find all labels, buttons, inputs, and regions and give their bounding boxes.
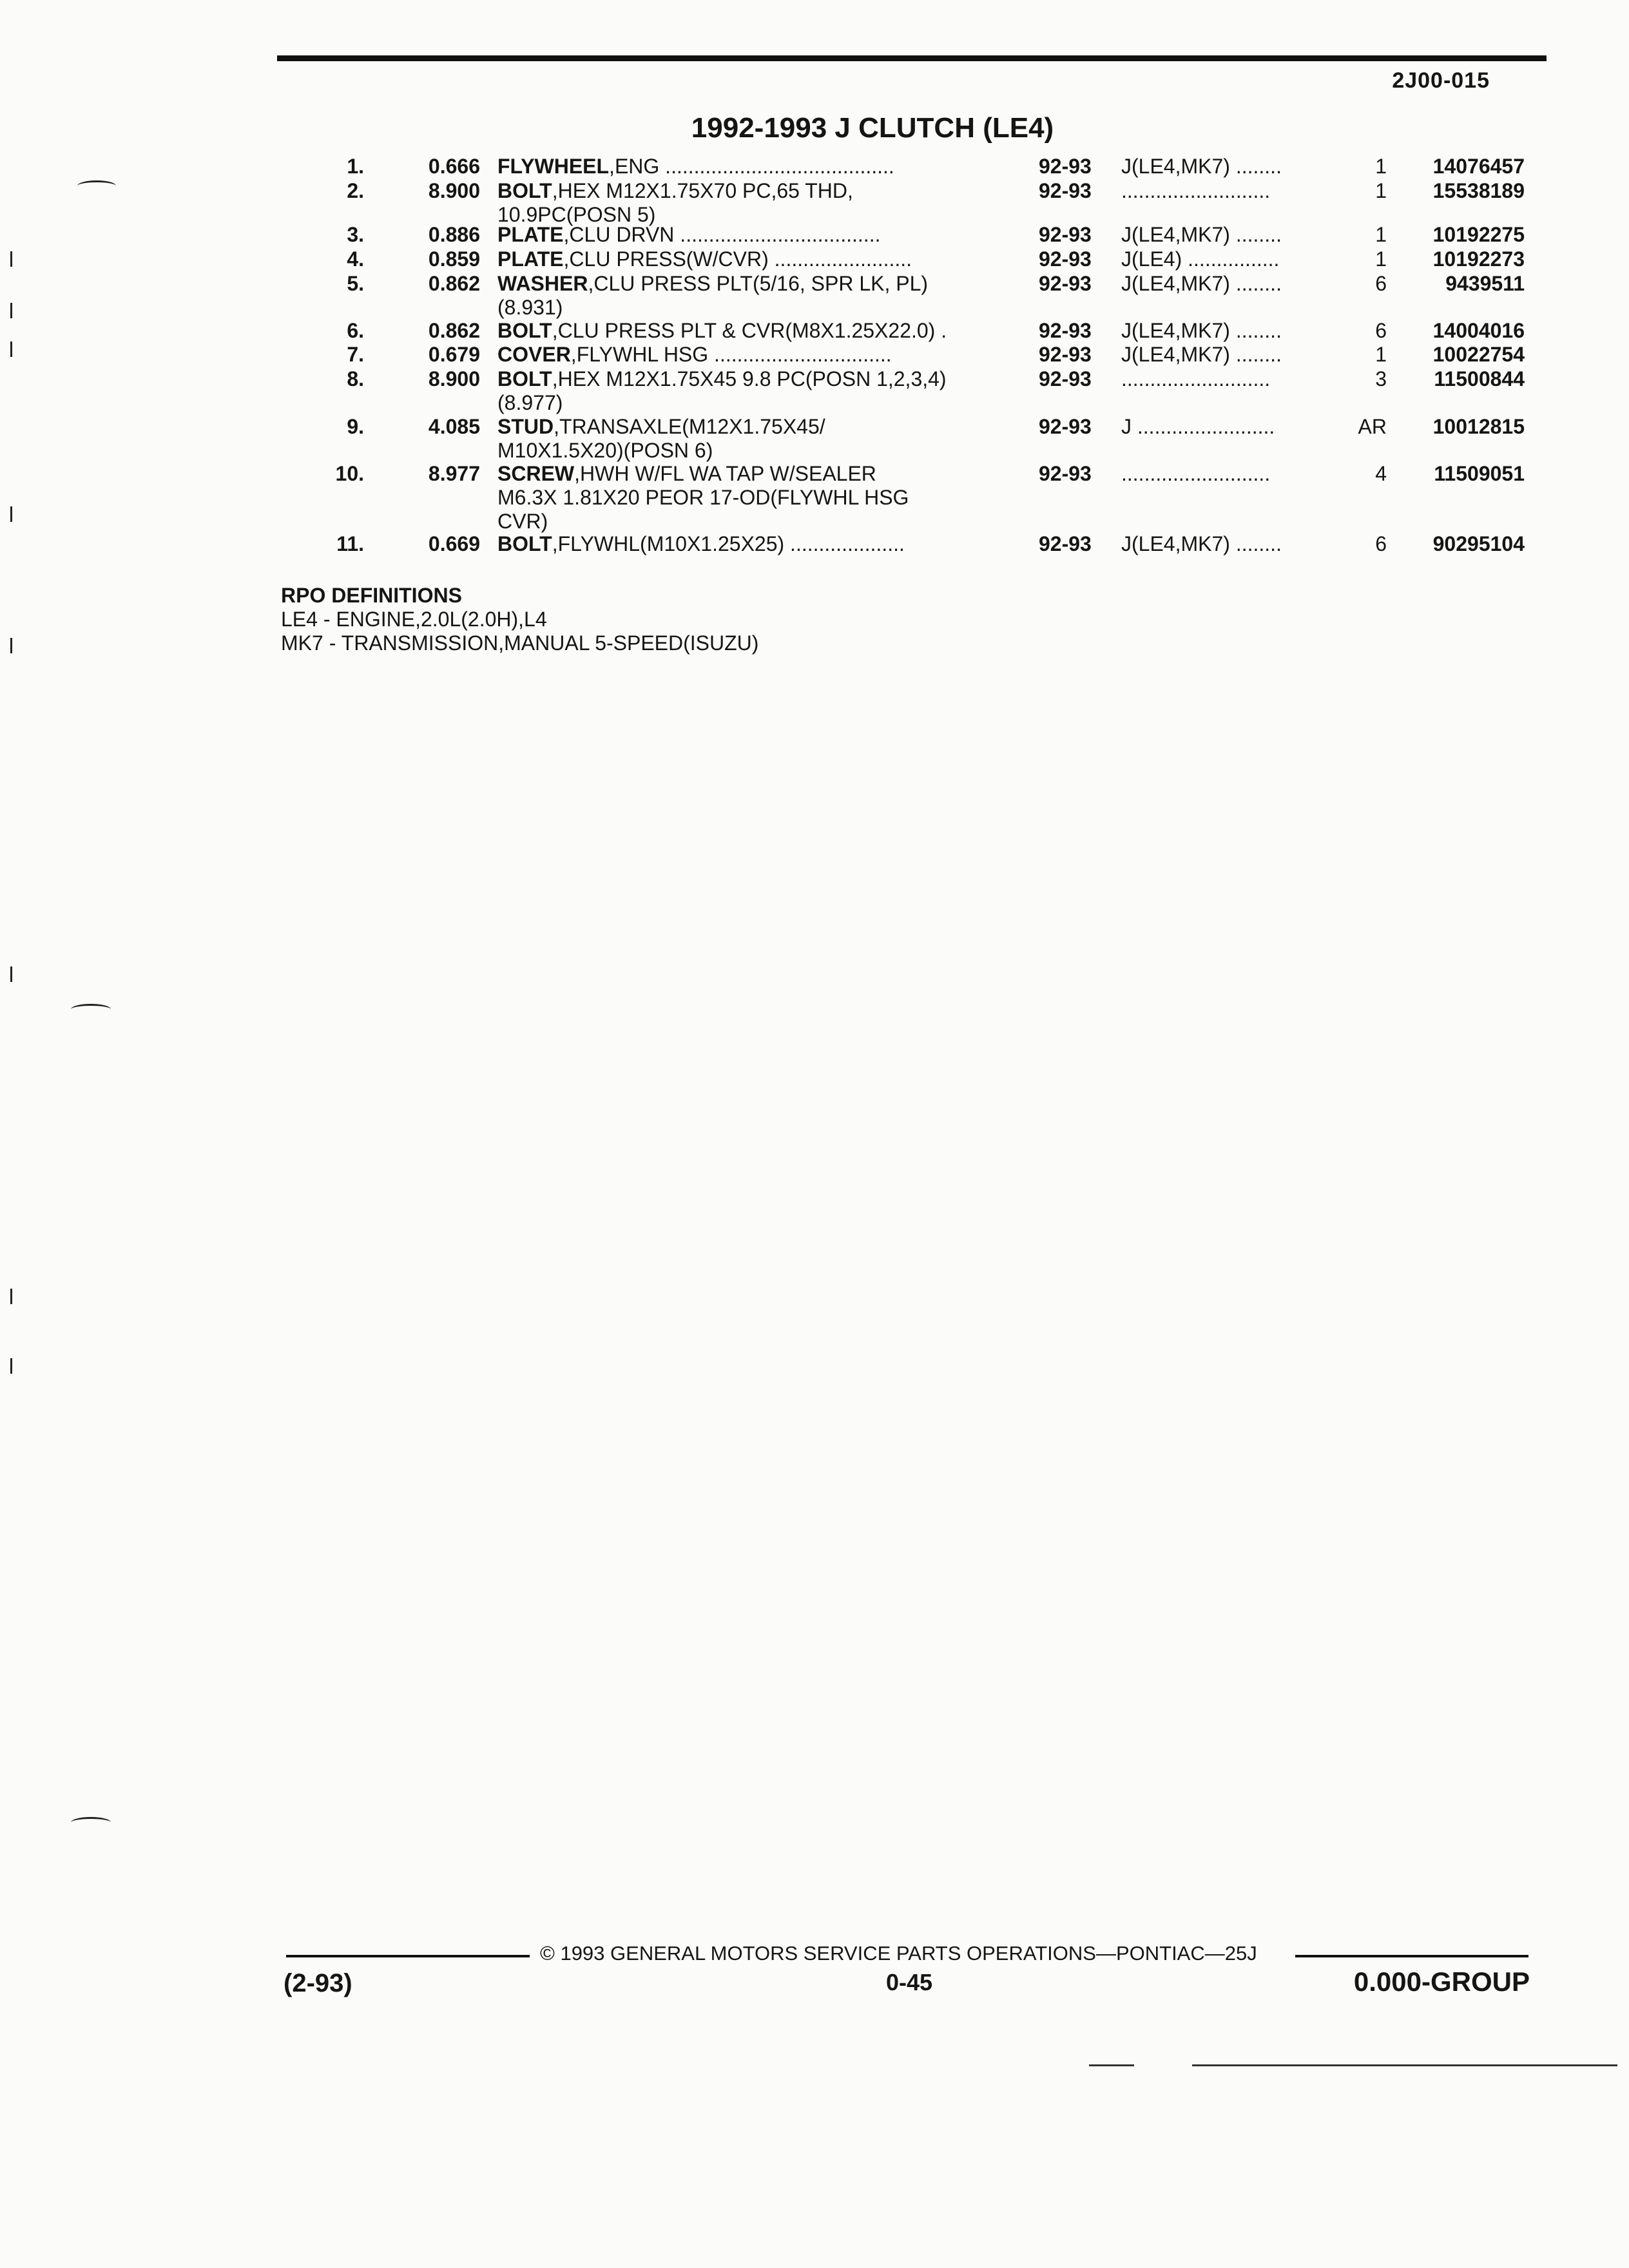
model-years: 92-93 (1039, 367, 1092, 390)
part-name: COVER (497, 343, 571, 366)
rpo-definition-le4: LE4 - ENGINE,2.0L(2.0H),L4 (281, 608, 547, 631)
description-text: ,CLU PRESS PLT(5/16, SPR LK, PL) (588, 272, 929, 295)
rpo-definitions (281, 584, 758, 655)
description-text: CVR) (497, 510, 548, 533)
quantity: 1 (1375, 223, 1387, 246)
part-name: BOLT (497, 367, 552, 390)
part-name: BOLT (497, 319, 552, 342)
model-usage: J(LE4,MK7) ........ (1121, 223, 1282, 246)
quantity: 1 (1375, 155, 1387, 178)
description-text: 10.9PC(POSN 5) (497, 203, 656, 226)
part-name: BOLT (497, 179, 552, 202)
scan-mark (10, 341, 12, 357)
model-years: 92-93 (1039, 179, 1092, 202)
model-usage: .......................... (1121, 367, 1271, 390)
description-text: ,HEX M12X1.75X70 PC,65 THD, (552, 179, 853, 202)
description-text: ,CLU DRVN ................................... (563, 223, 881, 246)
model-usage: J(LE4,MK7) ........ (1121, 532, 1282, 555)
model-usage: J(LE4,MK7) ........ (1121, 155, 1282, 178)
description-line (497, 247, 1032, 271)
part-description (497, 367, 1032, 415)
scan-mark (71, 1817, 111, 1828)
description-line (497, 462, 1032, 486)
part-description (497, 247, 1032, 271)
model-years: 92-93 (1039, 155, 1092, 178)
part-number: 9439511 (1445, 272, 1525, 295)
description-text: M10X1.5X20)(POSN 6) (497, 439, 713, 462)
description-line (497, 510, 1032, 533)
group-number: 0.669 (428, 532, 480, 555)
part-description (497, 272, 1032, 320)
scan-mark (10, 638, 12, 653)
quantity: 1 (1375, 247, 1387, 271)
model-years: 92-93 (1039, 319, 1092, 342)
description-text: (8.977) (497, 391, 563, 414)
quantity: 6 (1375, 319, 1387, 342)
description-line (497, 486, 1032, 510)
revision-date: (2-93) (284, 1969, 352, 1997)
rpo-title: RPO DEFINITIONS (281, 584, 462, 607)
description-line (497, 223, 1032, 247)
page-title-text: 1992-1993 J CLUTCH (LE4) (691, 112, 1054, 144)
part-description (497, 223, 1032, 247)
item-number: 5. (347, 272, 364, 295)
group-number: 8.900 (428, 179, 480, 202)
description-text: ,FLYWHL(M10X1.25X25) .................... (552, 532, 905, 555)
model-usage: J(LE4,MK7) ........ (1121, 319, 1282, 342)
model-usage: .......................... (1121, 462, 1271, 485)
part-number: 15538189 (1432, 179, 1525, 202)
description-line (497, 272, 1032, 296)
page-title (0, 112, 1629, 144)
part-name: PLATE (497, 247, 564, 271)
copyright-line: © 1993 GENERAL MOTORS SERVICE PARTS OPERATIONS—PONTIAC—25J (540, 1942, 1257, 1965)
model-usage: J(LE4) ................ (1121, 247, 1280, 271)
group-number: 0.862 (428, 272, 480, 295)
description-text: ,FLYWHL HSG ............................... (570, 343, 892, 366)
model-years: 92-93 (1039, 272, 1092, 295)
item-number: 1. (347, 155, 364, 178)
group-number: 0.679 (428, 343, 480, 366)
part-name: PLATE (497, 223, 564, 246)
model-years: 92-93 (1039, 247, 1092, 271)
group-name: 0.000-GROUP (1353, 1966, 1530, 1997)
part-number: 10012815 (1432, 415, 1525, 438)
scan-mark (10, 1358, 12, 1374)
part-number: 14004016 (1432, 319, 1525, 342)
part-description (497, 532, 1032, 556)
description-line (497, 319, 1032, 343)
quantity: 6 (1375, 272, 1387, 295)
scan-mark (1192, 2064, 1617, 2066)
model-usage: J ........................ (1121, 415, 1275, 438)
scan-mark (10, 506, 12, 522)
item-number: 6. (347, 319, 364, 342)
model-years: 92-93 (1039, 343, 1092, 366)
item-number: 2. (347, 179, 364, 202)
part-number: 10022754 (1432, 343, 1525, 366)
part-number: 10192275 (1432, 223, 1525, 246)
model-years: 92-93 (1039, 462, 1092, 485)
part-name: FLYWHEEL (497, 155, 610, 178)
quantity: 1 (1375, 179, 1387, 202)
part-name: STUD (497, 415, 554, 438)
scan-mark (1089, 2064, 1134, 2066)
footer-rule-left (286, 1955, 530, 1957)
item-number: 9. (347, 415, 364, 438)
part-name: WASHER (497, 272, 588, 295)
footer-rule-right (1295, 1955, 1528, 1957)
scan-mark (77, 180, 116, 191)
scan-mark (10, 966, 12, 982)
quantity: 4 (1375, 462, 1387, 485)
group-number: 8.900 (428, 367, 480, 390)
group-number: 0.666 (428, 155, 480, 178)
group-number: 0.862 (428, 319, 480, 342)
description-line (497, 296, 1032, 320)
description-line (497, 179, 1032, 203)
model-usage: .......................... (1121, 179, 1271, 202)
top-rule (277, 55, 1547, 61)
item-number: 10. (335, 462, 364, 485)
part-number: 11509051 (1434, 462, 1525, 485)
part-description (497, 462, 1032, 533)
group-number: 0.859 (428, 247, 480, 271)
model-years: 92-93 (1039, 532, 1092, 555)
quantity: 1 (1375, 343, 1387, 366)
part-number: 90295104 (1432, 532, 1525, 555)
description-text: ,HWH W/FL WA TAP W/SEALER (574, 462, 876, 485)
part-number: 10192273 (1432, 247, 1525, 271)
description-line (497, 367, 1032, 391)
scan-mark (10, 1289, 12, 1304)
description-text: (8.931) (497, 296, 563, 319)
part-name: SCREW (497, 462, 575, 485)
description-text: M6.3X 1.81X20 PEOR 17-OD(FLYWHL HSG (497, 486, 909, 509)
part-description (497, 155, 1032, 178)
item-number: 3. (347, 223, 364, 246)
description-text: ,CLU PRESS(W/CVR) ........................ (563, 247, 912, 271)
description-line (497, 439, 1032, 463)
item-number: 8. (347, 367, 364, 390)
item-number: 4. (347, 247, 364, 271)
scan-mark (71, 1004, 111, 1015)
group-number: 8.977 (428, 462, 480, 485)
part-description (497, 179, 1032, 227)
description-text: ,CLU PRESS PLT & CVR(M8X1.25X22.0) . (552, 319, 947, 342)
part-description (497, 415, 1032, 463)
quantity: AR (1358, 415, 1387, 438)
part-number: 14076457 (1432, 155, 1525, 178)
scan-mark (10, 251, 12, 267)
description-text: ,TRANSAXLE(M12X1.75X45/ (554, 415, 825, 438)
part-description (497, 319, 1032, 343)
model-years: 92-93 (1039, 223, 1092, 246)
page-code: 2J00-015 (1392, 68, 1490, 93)
description-line (497, 415, 1032, 439)
description-text: ,HEX M12X1.75X45 9.8 PC(POSN 1,2,3,4) (552, 367, 947, 390)
page-number: 0-45 (886, 1969, 933, 1995)
part-name: BOLT (497, 532, 552, 555)
item-number: 7. (347, 343, 364, 366)
quantity: 6 (1375, 532, 1387, 555)
description-line (497, 532, 1032, 556)
description-line (497, 343, 1032, 367)
model-years: 92-93 (1039, 415, 1092, 438)
part-description (497, 343, 1032, 367)
part-number: 11500844 (1434, 367, 1525, 390)
scan-mark (10, 303, 12, 318)
description-line (497, 391, 1032, 415)
model-usage: J(LE4,MK7) ........ (1121, 272, 1282, 295)
model-usage: J(LE4,MK7) ........ (1121, 343, 1282, 366)
group-number: 4.085 (428, 415, 480, 438)
group-number: 0.886 (428, 223, 480, 246)
item-number: 11. (336, 532, 364, 555)
description-line (497, 155, 1032, 178)
quantity: 3 (1375, 367, 1387, 390)
description-text: ,ENG ........................................ (609, 155, 894, 178)
rpo-definition-mk7: MK7 - TRANSMISSION,MANUAL 5-SPEED(ISUZU) (281, 631, 759, 655)
